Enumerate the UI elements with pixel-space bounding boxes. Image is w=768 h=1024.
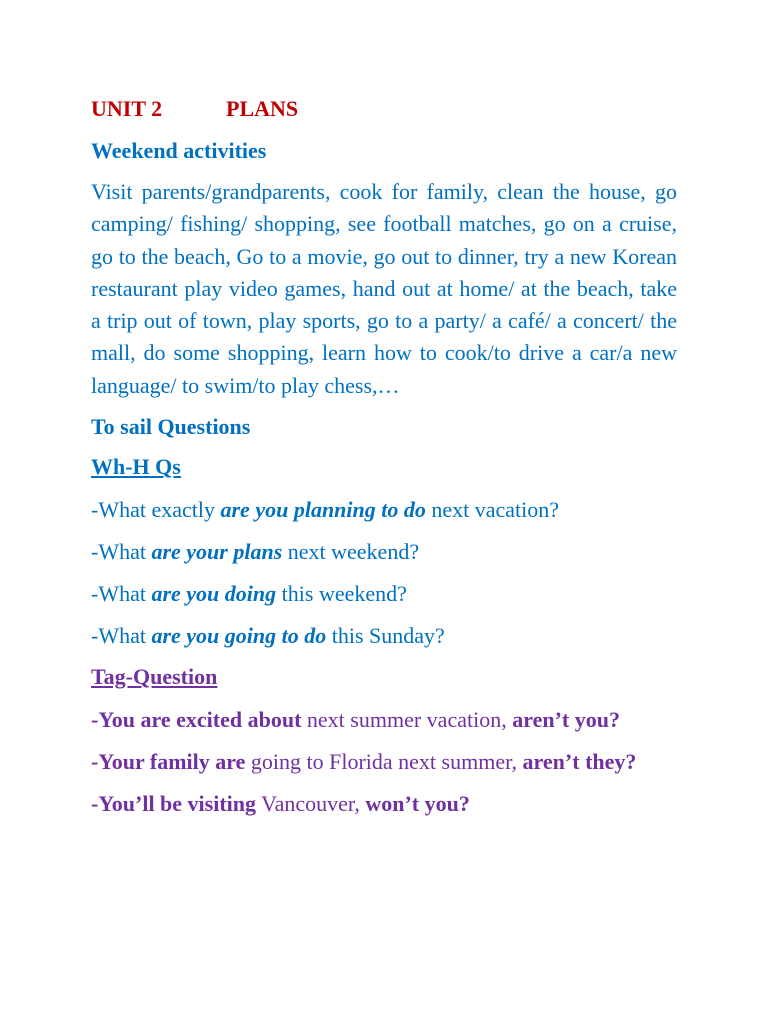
tag-question-line-segment: won’t you? [365, 791, 470, 817]
tag-question-heading: Tag-Question [91, 664, 218, 690]
wh-question-line-segment: -What exactly [91, 497, 221, 523]
wh-question-line-segment: are you planning to do [220, 497, 426, 523]
questions-heading: To sail Questions [91, 414, 251, 440]
tag-question-line-segment: aren’t you? [512, 707, 620, 733]
wh-question-line [91, 620, 677, 652]
wh-question-line-segment: -What [91, 623, 152, 649]
tag-question-line-segment: -Your family are [91, 749, 246, 775]
tag-question-line-segment: -You are excited about [91, 707, 302, 733]
wh-question-line-segment: next vacation? [425, 497, 560, 523]
tag-question-line-segment: Vancouver, [256, 791, 366, 817]
tag-question-line [91, 788, 677, 820]
wh-question-line-segment: this Sunday? [326, 623, 445, 649]
tag-question-line-segment: going to Florida next summer, [245, 749, 523, 775]
wh-question-line-segment: are your plans [151, 539, 283, 565]
document-page [91, 94, 677, 830]
wh-questions-list [91, 494, 677, 652]
wh-question-line-segment: -What [91, 581, 152, 607]
unit-heading [91, 94, 677, 124]
wh-question-line-segment: are you going to do [151, 623, 327, 649]
wh-question-line-segment: -What [91, 539, 152, 565]
wh-questions-heading: Wh-H Qs [91, 454, 181, 480]
wh-question-line [91, 578, 677, 610]
wh-question-line [91, 494, 677, 526]
weekend-activities-text: Visit parents/grandparents, cook for family, clean the house, go camping/ fishing/ shopping, see football matches, go on a cruise, go to the beach, Go to a movie, go out to dinner, try a new Korean restaurant play video games, hand out at home/ at the beach, take a trip out of town, play sports, go to a party/ a café/ a concert/ the mall, do some shopping, learn how to cook/to drive a car/a new language/ to swim/to play chess,… [91, 179, 677, 398]
tag-questions-list [91, 704, 677, 820]
tag-question-line [91, 704, 677, 736]
wh-question-line-segment: next weekend? [282, 539, 420, 565]
weekend-activities-heading: Weekend activities [91, 138, 267, 163]
wh-question-line-segment: are you doing [151, 581, 277, 607]
tag-question-line [91, 746, 677, 778]
unit-label: UNIT 2 [91, 96, 163, 121]
unit-title: PLANS [226, 96, 299, 121]
tag-question-line-segment: -You’ll be visiting [91, 791, 257, 817]
wh-question-line [91, 536, 677, 568]
tag-question-line-segment: aren’t they? [522, 749, 637, 775]
tag-question-line-segment: next summer vacation, [301, 707, 513, 733]
wh-question-line-segment: this weekend? [276, 581, 407, 607]
